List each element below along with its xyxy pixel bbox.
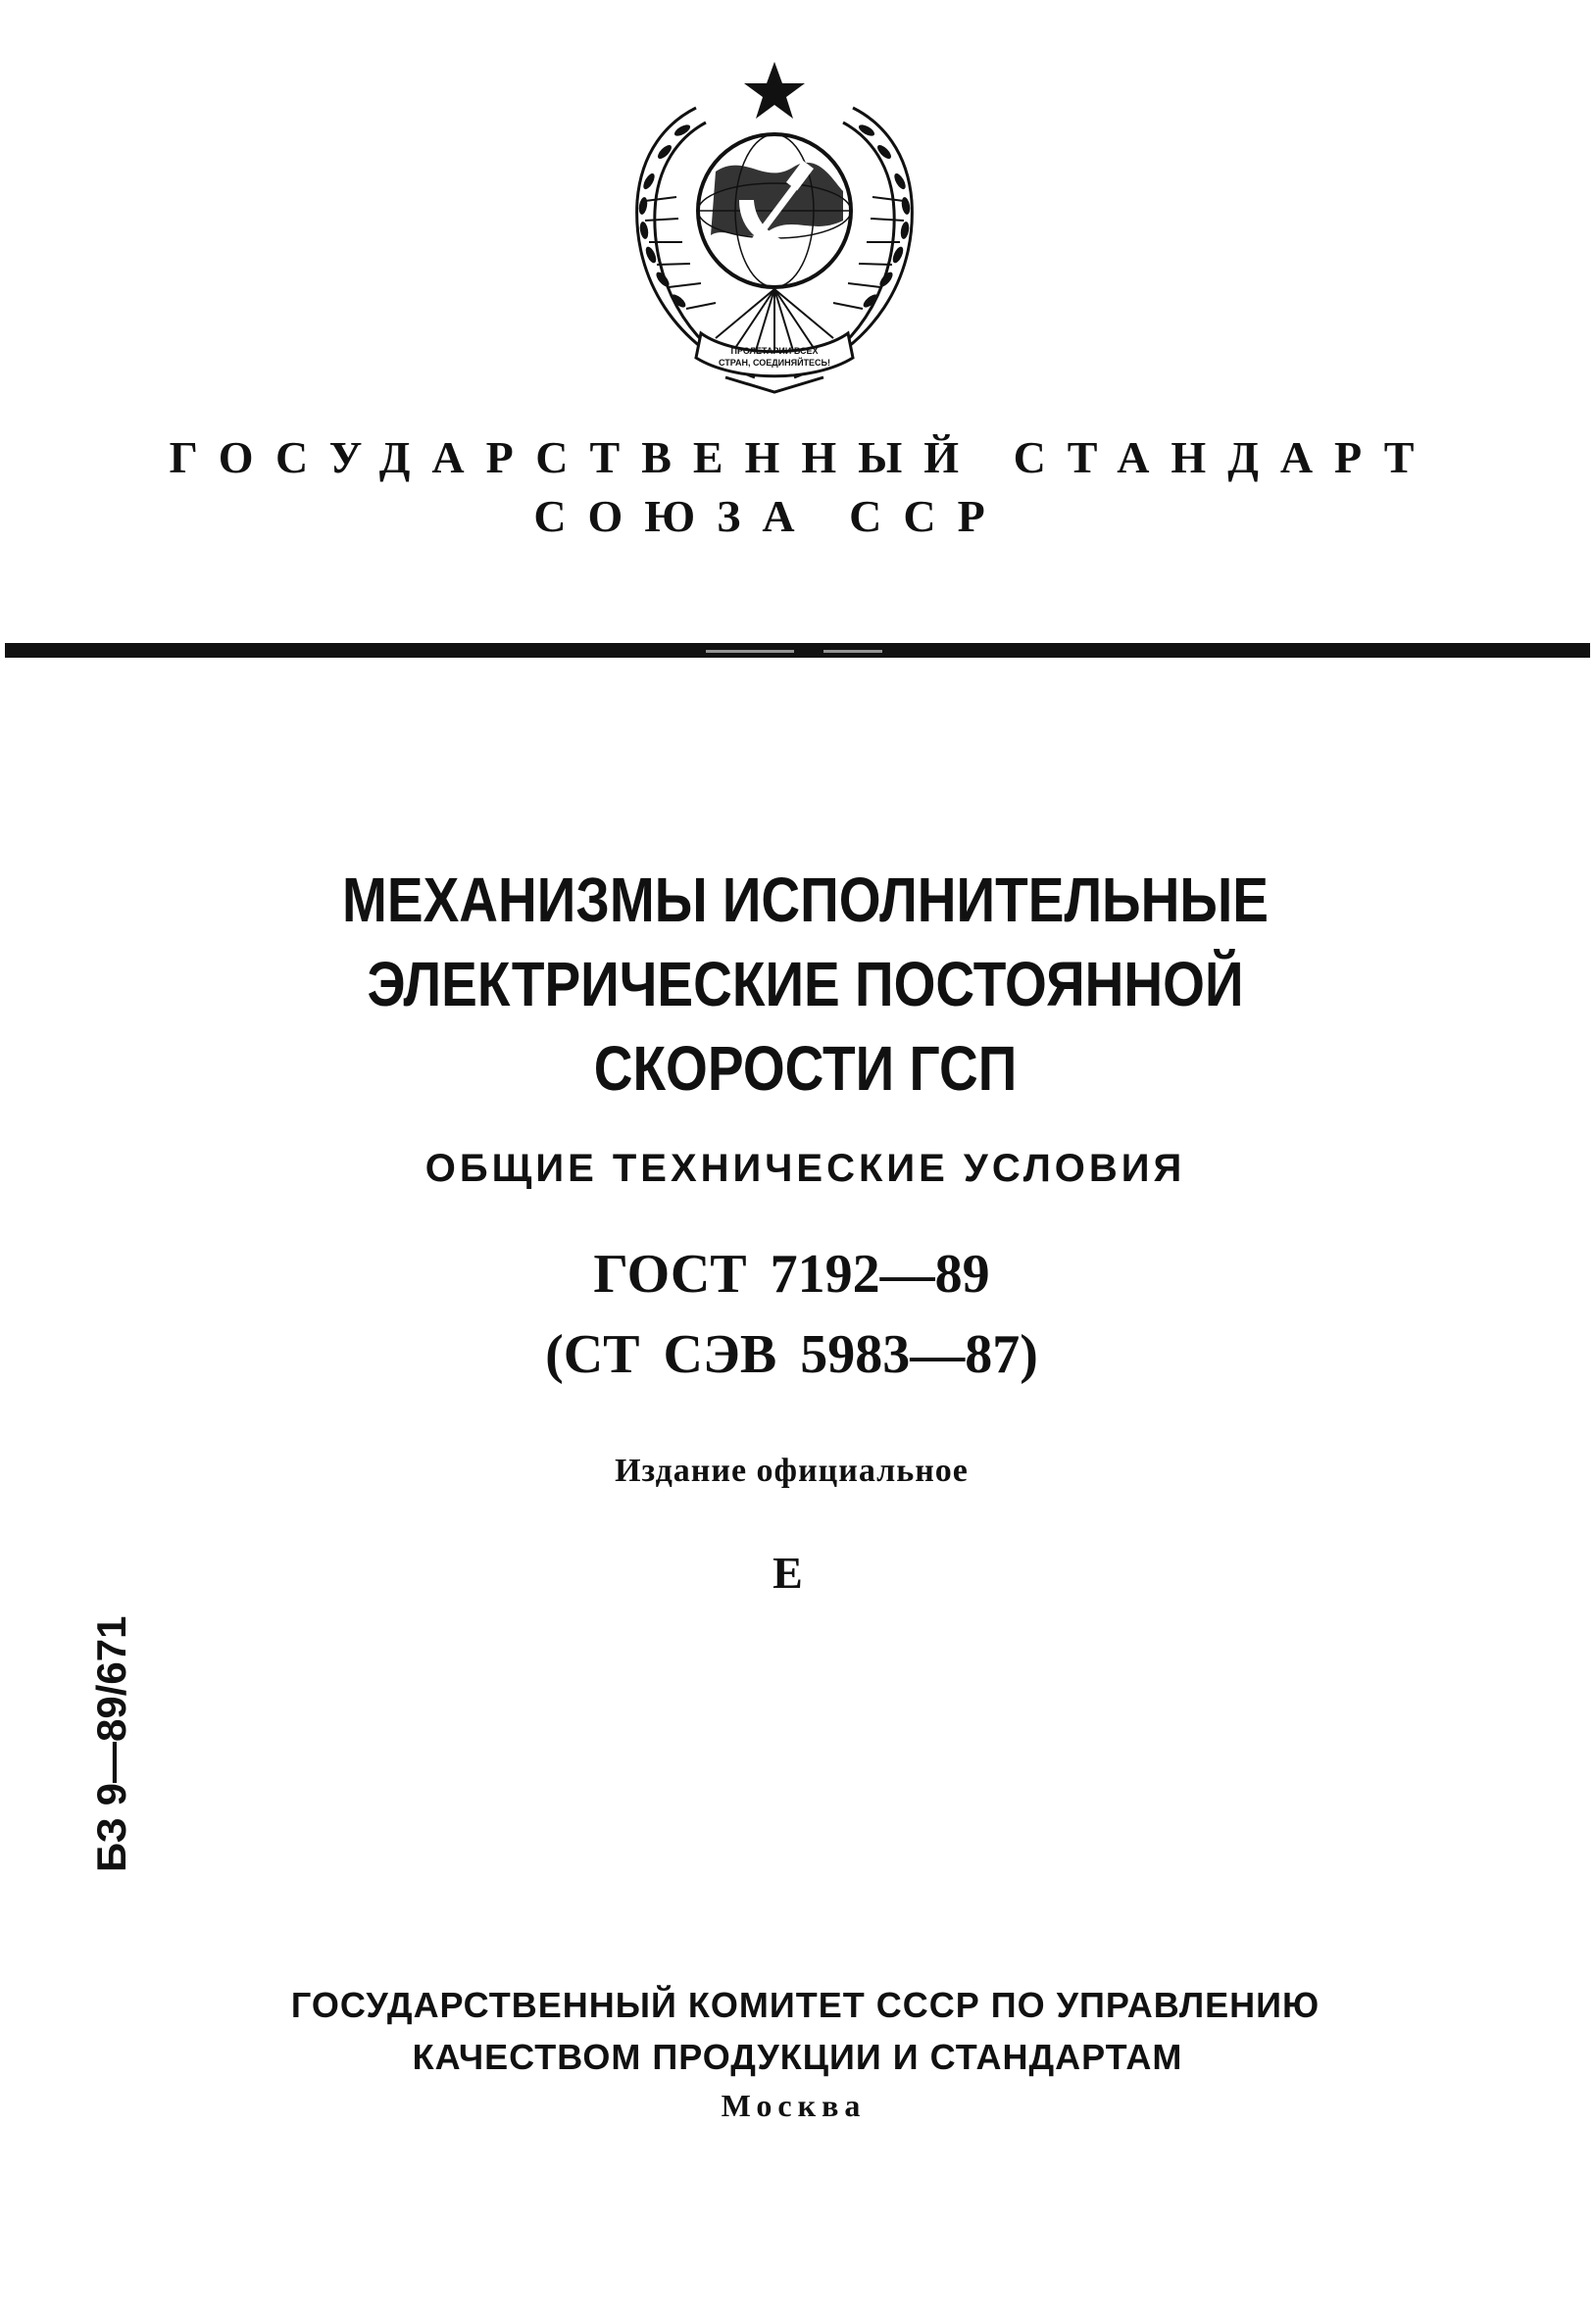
footer-line-1: ГОСУДАРСТВЕННЫЙ КОМИТЕТ СССР ПО УПРАВЛЕНИЮ (290, 1985, 1321, 2025)
edition-label: Издание официальное (615, 1453, 969, 1489)
side-code-text: БЗ 9—89/671 (88, 1615, 134, 1872)
document-title (120, 858, 1491, 1111)
gost-designation: ГОСТ 7192—89 (593, 1244, 990, 1305)
emblem-motto-line-1: ПРОЛЕТАРИИ ВСЕХ (730, 346, 819, 356)
ussr-state-emblem-icon (608, 54, 941, 407)
rule-speck (706, 650, 794, 653)
title-line-2: ЭЛЕКТРИЧЕСКИЕ ПОСТОЯННОЙ (367, 949, 1244, 1019)
cmea-designation: (СТ СЭВ 5983—87) (545, 1324, 1038, 1385)
rule-speck (823, 650, 882, 653)
footer-line-2: КАЧЕСТВОМ ПРОДУКЦИИ И СТАНДАРТАМ (412, 2037, 1183, 2077)
title-line-1: МЕХАНИЗМЫ ИСПОЛНИТЕЛЬНЫЕ (342, 865, 1269, 935)
footer-city: Москва (721, 2088, 867, 2123)
document-subtitle: ОБЩИЕ ТЕХНИЧЕСКИЕ УСЛОВИЯ (424, 1147, 1186, 1190)
e-mark: Е (773, 1548, 803, 1598)
emblem-motto-line-2: СТРАН, СОЕДИНЯЙТЕСЬ! (718, 358, 831, 368)
header-rule (5, 643, 1590, 658)
header-line-1: ГОСУДАРСТВЕННЫЙ СТАНДАРТ (169, 432, 1436, 482)
header-line-2: СОЮЗА ССР (533, 491, 1007, 541)
title-line-3: СКОРОСТИ ГСП (593, 1033, 1018, 1104)
